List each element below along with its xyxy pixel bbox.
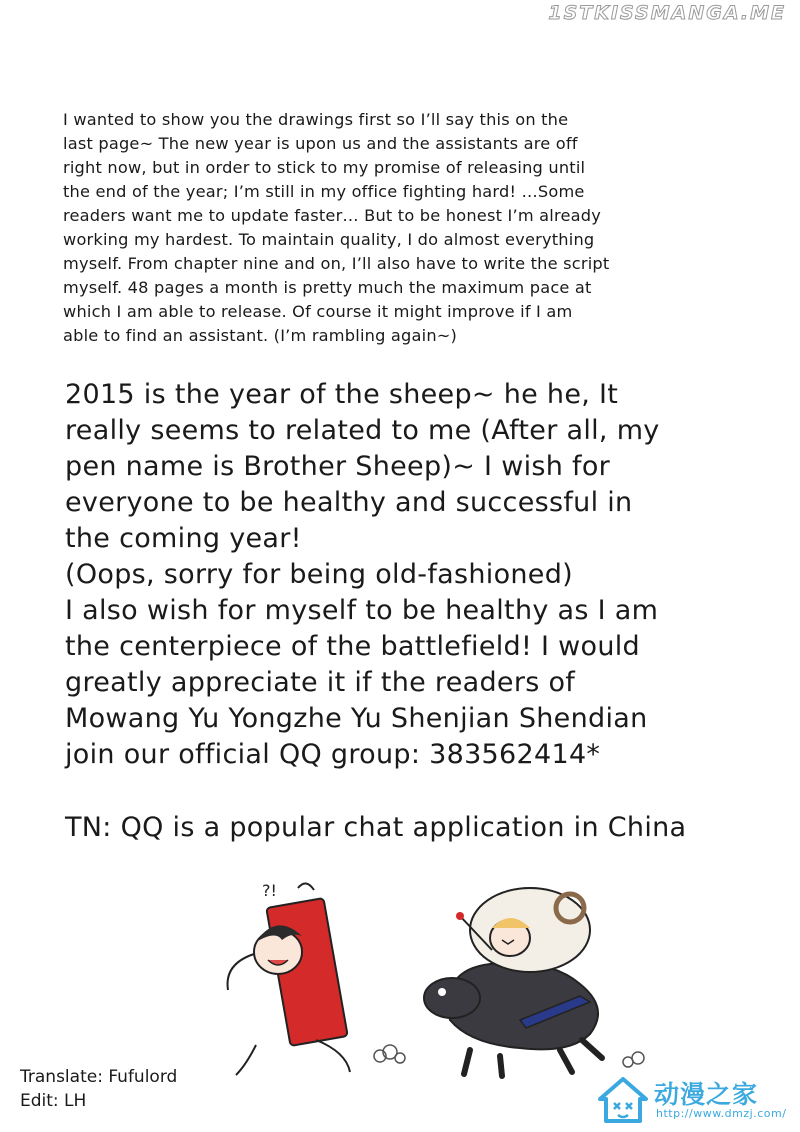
- wish-line: the coming year!: [65, 523, 302, 554]
- wish-line: (Oops, sorry for being old-fashioned): [65, 559, 573, 590]
- note-line: working my hardest. To maintain quality, I do almost everything: [63, 230, 595, 249]
- sheep-rider-character: [424, 888, 602, 1076]
- note-line: able to find an assistant. (I’m rambling again~): [63, 326, 458, 345]
- note-line: the end of the year; I’m still in my office fighting hard! …Some: [63, 182, 585, 201]
- logo-url: http://www.dmzj.com/: [656, 1107, 787, 1120]
- credits-block: [20, 1065, 177, 1113]
- wish-line: really seems to related to me (After all, my: [65, 415, 660, 446]
- logo-name: 动漫之家: [654, 1080, 759, 1109]
- editor-credit: Edit: LH: [20, 1091, 87, 1111]
- house-logo-icon: [596, 1075, 650, 1125]
- site-watermark: 1STKISSMANGA.ME: [548, 2, 786, 24]
- wish-line: the centerpiece of the battlefield! I would: [65, 631, 640, 662]
- svg-text:?!: ?!: [262, 881, 277, 900]
- note-line: last page~ The new year is upon us and the assistants are off: [63, 134, 578, 153]
- wish-line: Mowang Yu Yongzhe Yu Shenjian Shendian: [65, 703, 648, 734]
- running-block-character: [228, 881, 350, 1075]
- wish-line: I also wish for myself to be healthy as I am: [65, 595, 659, 626]
- author-note-paragraph: [63, 108, 733, 348]
- note-line: which I am able to release. Of course it might improve if I am: [63, 302, 573, 321]
- note-line: myself. From chapter nine and on, I’ll also have to write the script: [63, 254, 610, 273]
- translator-note: TN: QQ is a popular chat application in China: [65, 812, 687, 843]
- wish-line: 2015 is the year of the sheep~ he he, It: [65, 379, 619, 410]
- wish-line: everyone to be healthy and successful in: [65, 487, 633, 518]
- note-line: myself. 48 pages a month is pretty much the maximum pace at: [63, 278, 592, 297]
- wish-line: join our official QQ group: 383562414*: [65, 739, 601, 770]
- new-year-wish-paragraph: [65, 377, 765, 773]
- wish-line: greatly appreciate it if the readers of: [65, 667, 576, 698]
- wish-line: pen name is Brother Sheep)~ I wish for: [65, 451, 611, 482]
- note-line: I wanted to show you the drawings first so I’ll say this on the: [63, 110, 569, 129]
- translator-credit: Translate: Fufulord: [20, 1067, 178, 1087]
- chibi-characters-illustration: [220, 880, 660, 1080]
- note-line: right now, but in order to stick to my promise of releasing until: [63, 158, 586, 177]
- note-line: readers want me to update faster… But to be honest I’m already: [63, 206, 601, 225]
- dmzj-logo: [596, 1073, 786, 1129]
